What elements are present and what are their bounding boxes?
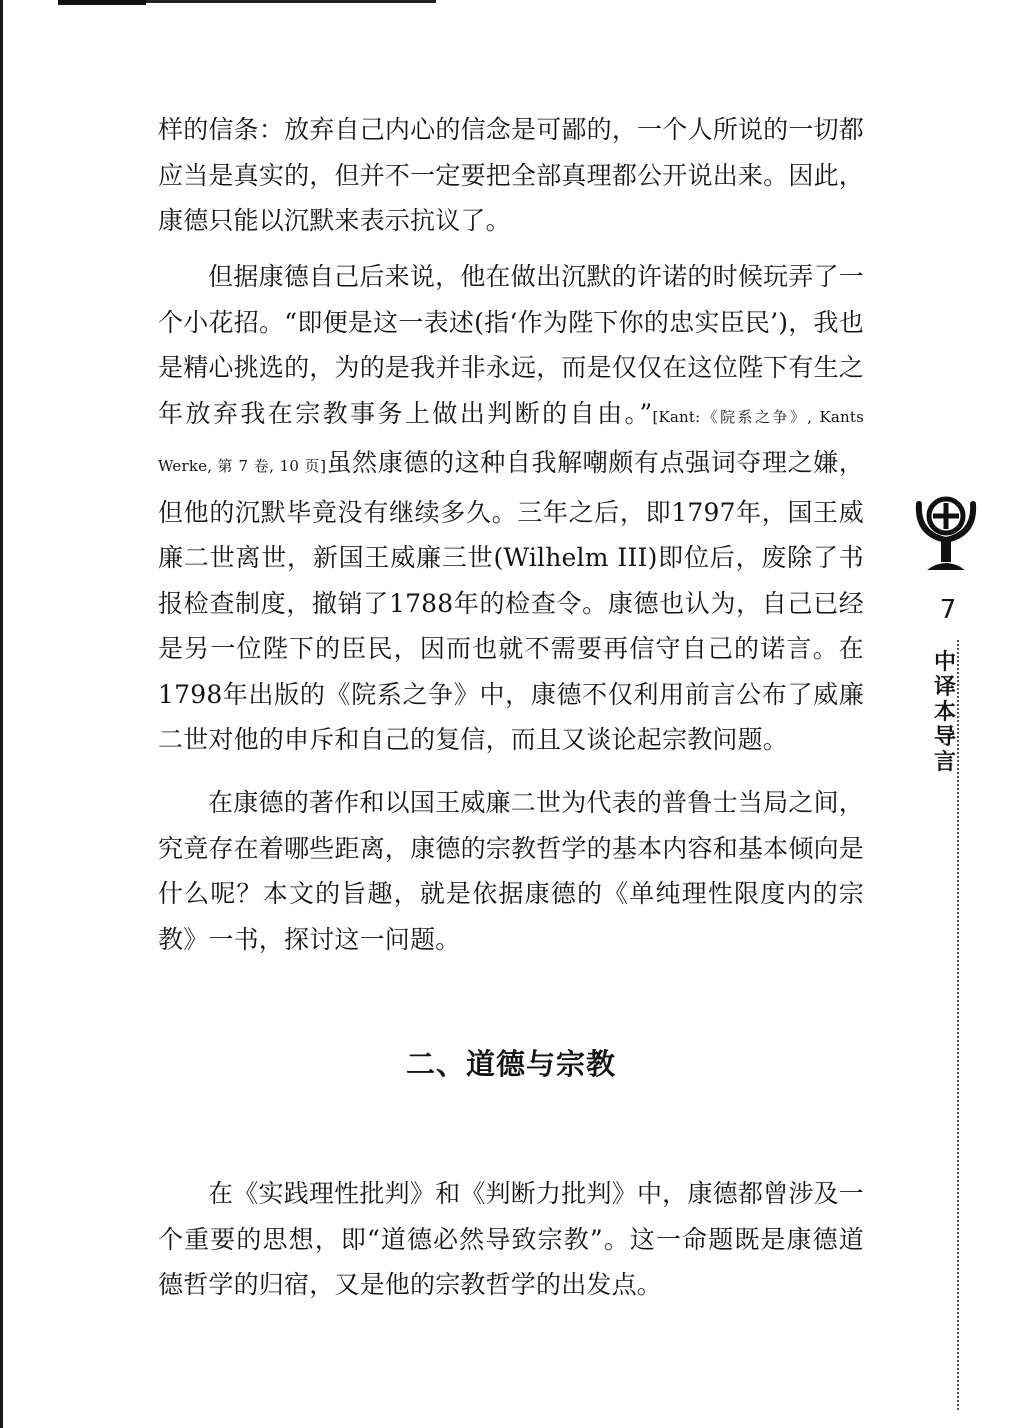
section-heading: 二、道德与宗教 (405, 1047, 616, 1081)
paragraph-kant-remark (158, 254, 864, 763)
side-dotted-line (957, 640, 959, 1410)
paragraph-1: 样的信条：放弃自己内心的信念是可鄙的，一个人所说的一切都应当是真实的，但并不一定要把全部真理都公开说出来。因此，康德只能以沉默来表示抗议了。 (158, 115, 864, 235)
paragraph-continued (158, 107, 864, 244)
paragraph-2 (158, 254, 864, 763)
paragraph-2-quote: 但据康德自己后来说，他在做出沉默的许诺的时候玩弄了一个小花招。“即便是这一表述(指‘作为陛下你的忠实臣民’)，我也是精心挑选的，为的是我并非永远，而是仅仅在这位陛下有生之年放弃我在宗教事务上做出判断的自由。” (158, 262, 864, 428)
paragraph-4: 在《实践理性批判》和《判断力批判》中，康德都曾涉及一个重要的思想，即“道德必然导致宗教”。这一命题既是康德道德哲学的归宿，又是他的宗教哲学的出发点。 (158, 1179, 864, 1299)
paragraph-3: 在康德的著作和以国王威廉二世为代表的普鲁士当局之间，究竟存在着哪些距离，康德的宗教哲学的基本内容和基本倾向是什么呢？本文的旨趣，就是依据康德的《单纯理性限度内的宗教》一书，探讨这一问题。 (158, 788, 864, 954)
page-edge-line (0, 0, 3, 1428)
citation: [Kant:《院系之争》, Kants Werke, 第 7 卷, 10 页] (158, 407, 864, 475)
paragraph-section-intro (158, 1171, 864, 1308)
paragraph-2-rest: 虽然康德的这种自我解嘲颇有点强词夺理之嫌，但他的沉默毕竟没有继续多久。三年之后，即1797年，国王威廉二世离世，新国王威廉三世(Wilhelm III)即位后，废除了书报检查制度，撤销了1788年的检查令。康德也认为，自己已经是另一位陛下的臣民，因而也就不需要再信守自己的诺言。在1798年出版的《院系之争》中，康德不仅利用前言公布了威廉二世对他的申斥和自己的复信，而且又谈论起宗教问题。 (158, 448, 864, 754)
section-side-label: 中译本导言 (933, 650, 956, 775)
book-emblem-icon (913, 490, 979, 576)
paragraph-question (158, 780, 864, 962)
page-number: 7 (939, 595, 957, 625)
top-rule-accent (58, 0, 146, 5)
